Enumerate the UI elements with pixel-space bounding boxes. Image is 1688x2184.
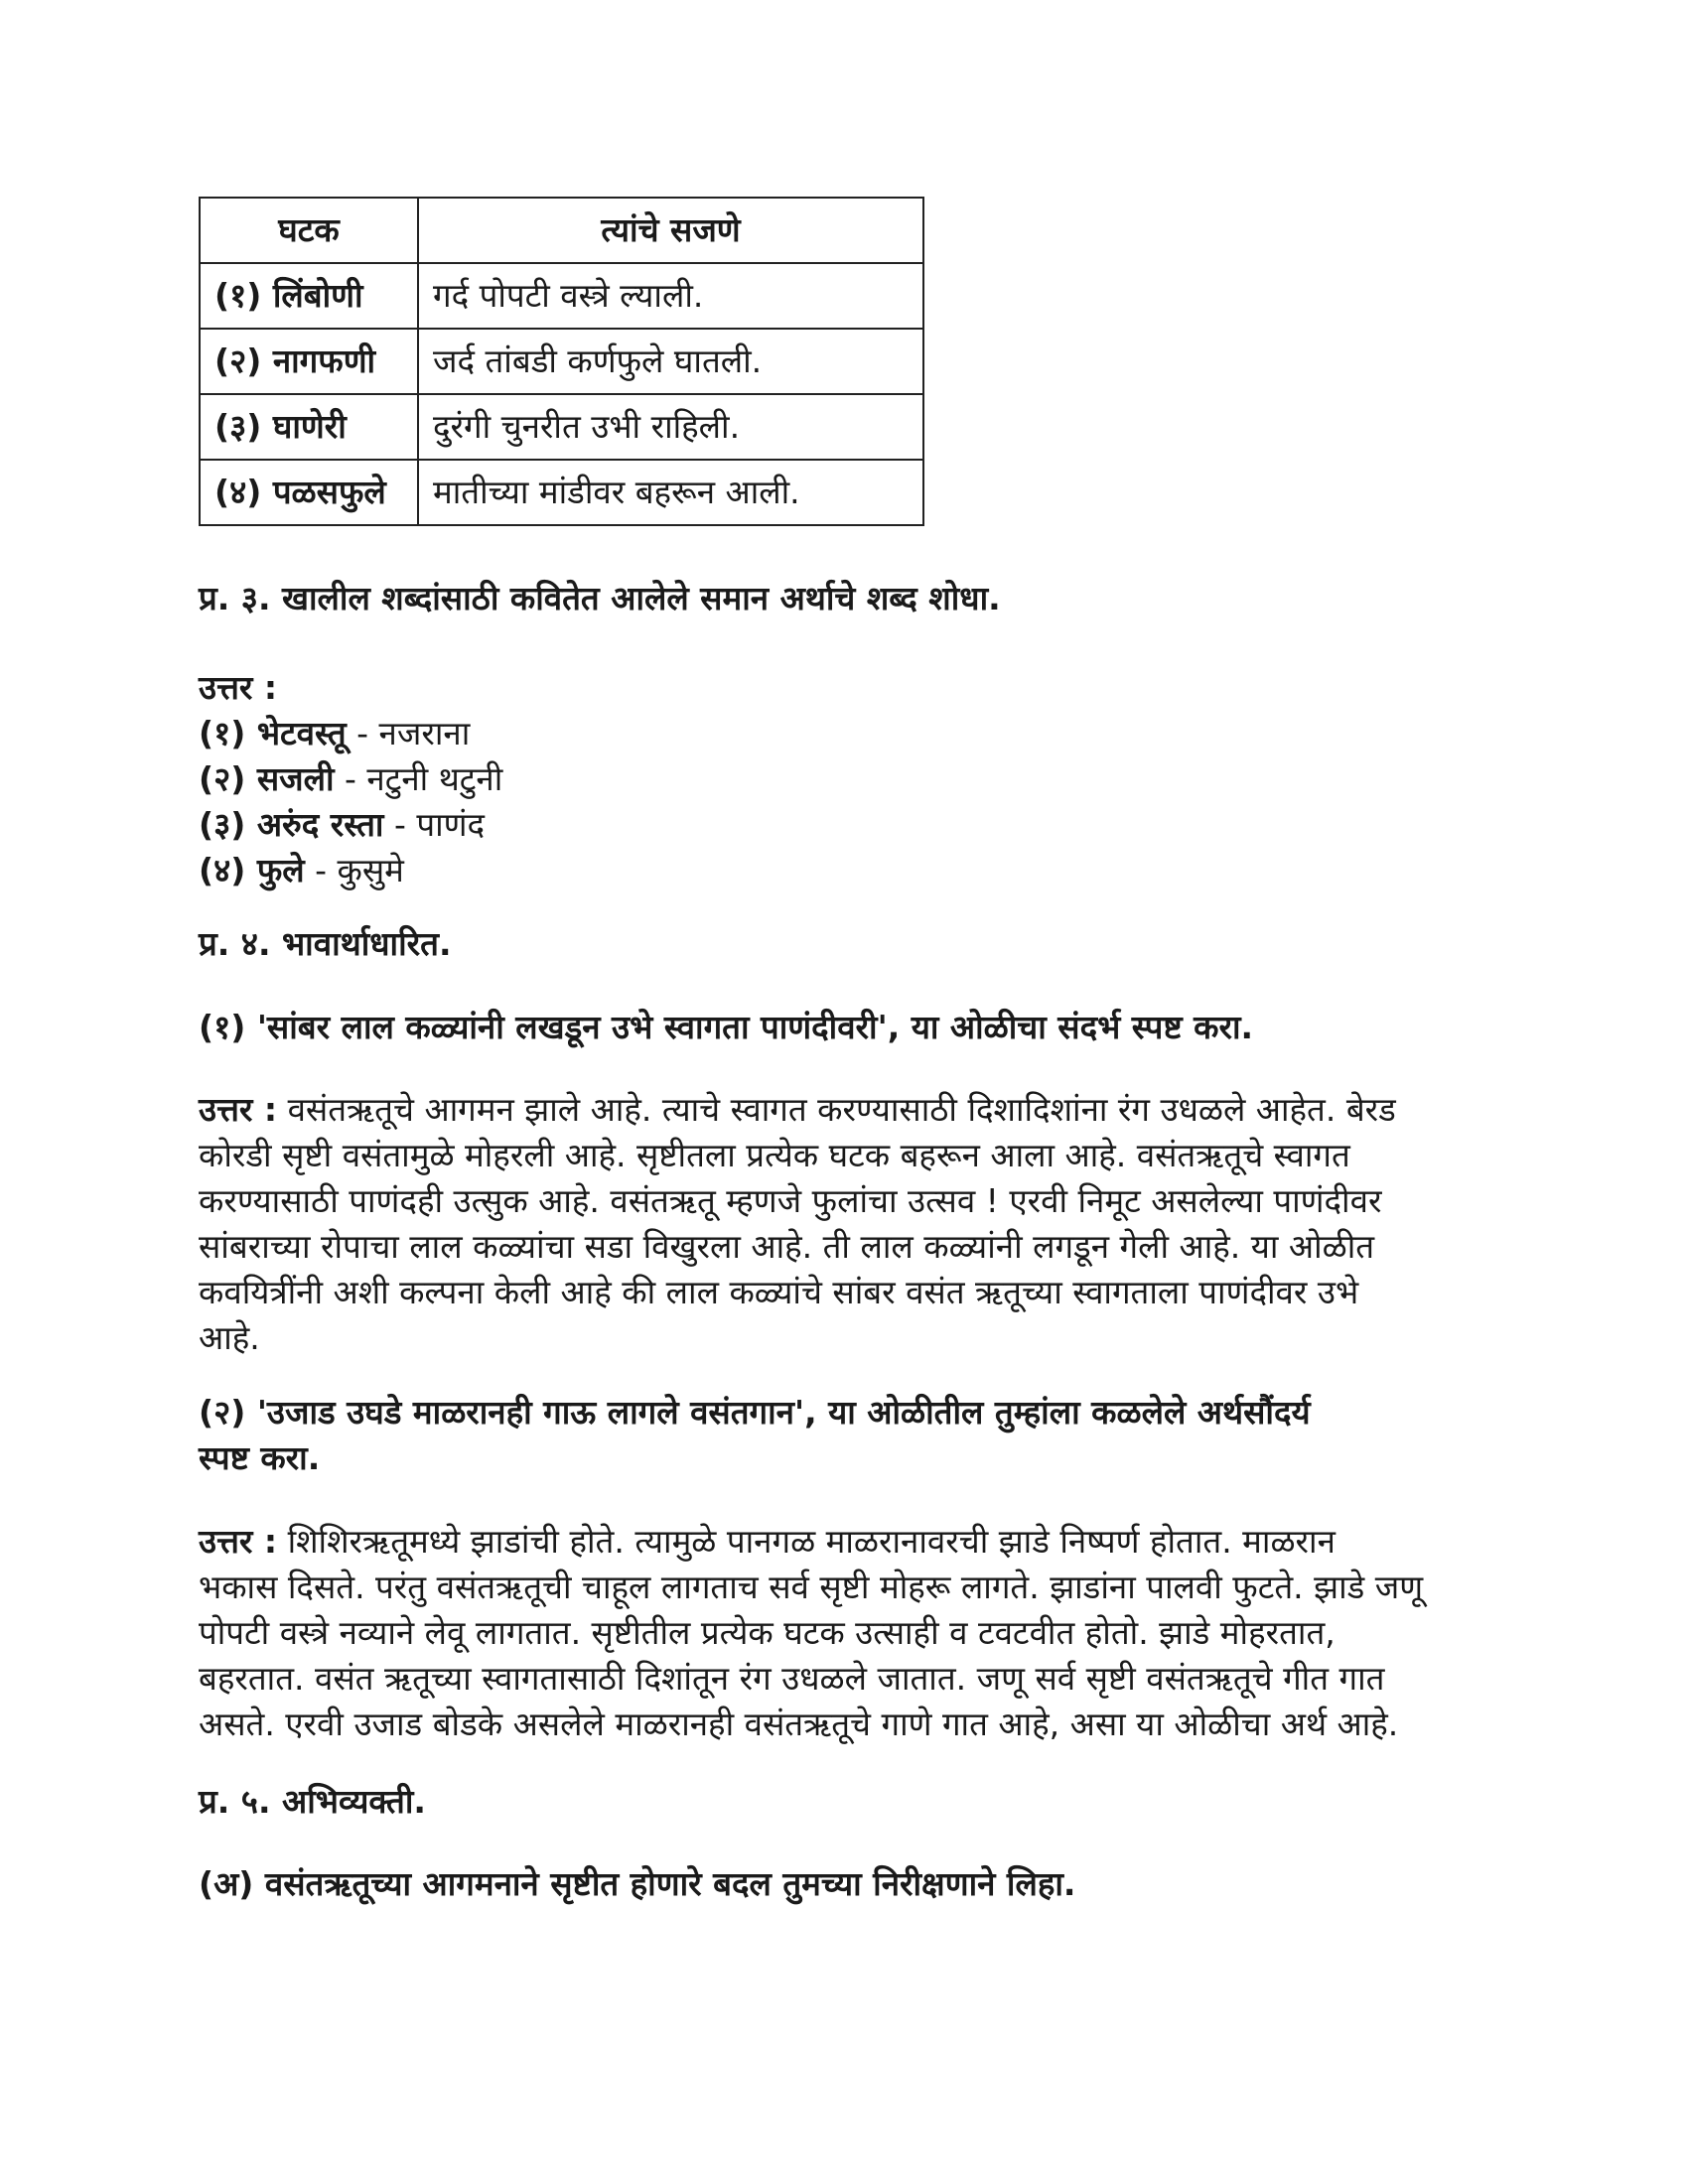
list-item (199, 802, 1489, 848)
q4-sub2-question (199, 1390, 1489, 1481)
answer-line: असते. एरवी उजाड बोडके असलेले माळरानही वसंतऋतूचे गाणे गात आहे, असा या ओळीचा अर्थ आहे. (199, 1705, 1399, 1743)
table-row (200, 263, 923, 329)
list-item (199, 848, 1489, 893)
table-cell-part: (४) पळसफुले (200, 460, 418, 525)
answer-label: उत्तर : (199, 1522, 278, 1561)
list-item (199, 756, 1489, 802)
table-cell-adornment: जर्द तांबडी कर्णफुले घातली. (418, 329, 923, 394)
answer-text: शिशिरऋतूमध्ये झाडांची होते. त्यामुळे पानगळ माळरानावरची झाडे निष्पर्ण होतात. माळरान (277, 1522, 1336, 1561)
answer-text: वसंतऋतूचे आगमन झाले आहे. त्याचे स्वागत करण्यासाठी दिशादिशांना रंग उधळले आहेत. बेरड (277, 1090, 1396, 1129)
answer-line: कवयित्रींनी अशी कल्पना केली आहे की लाल कळ्यांचे सांबर वसंत ऋतूच्या स्वागताला पाणंदीवर उभे (199, 1273, 1359, 1311)
q4-sub2-answer (199, 1519, 1489, 1747)
pair-meaning: - नटुनी थटुनी (334, 759, 503, 798)
answer-line: बहरतात. वसंत ऋतूच्या स्वागतासाठी दिशांतून रंग उधळले जातात. जणू सर्व सृष्टी वसंतऋतूचे गीत गात (199, 1659, 1385, 1698)
table-cell-part: (२) नागफणी (200, 329, 418, 394)
answer-line: आहे. (199, 1318, 260, 1357)
answer-label: उत्तर : (199, 1090, 278, 1129)
table-header-row (200, 198, 923, 263)
table-row (200, 329, 923, 394)
answer-line: कोरडी सृष्टी वसंतामुळे मोहरली आहे. सृष्टीतला प्रत्येक घटक बहरून आला आहे. वसंतऋतूचे स्वागत (199, 1136, 1350, 1174)
table-row (200, 394, 923, 460)
question-line: (२) 'उजाड उघडे माळरानही गाऊ लागले वसंतगान', या ओळीतील तुम्हांला कळलेले अर्थसौंदर्य (199, 1393, 1311, 1432)
answer-line (199, 1087, 1489, 1133)
answer-line: पोपटी वस्त्रे नव्याने लेवू लागतात. सृष्टीतील प्रत्येक घटक उत्साही व टवटवीत होतो. झाडे मोहरतात, (199, 1613, 1336, 1652)
parts-table (199, 197, 924, 526)
table-cell-adornment: गर्द पोपटी वस्त्रे ल्याली. (418, 263, 923, 329)
pair-word: (३) अरुंद रस्ता (199, 805, 384, 844)
table-row (200, 460, 923, 525)
q3-question: प्र. ३. खालील शब्दांसाठी कवितेत आलेले समान अर्थाचे शब्द शोधा. (199, 579, 1001, 617)
pair-word: (४) फुले (199, 851, 305, 889)
q4-sub1-answer (199, 1087, 1489, 1361)
answer-line: सांबराच्या रोपाचा लाल कळ्यांचा सडा विखुरला आहे. ती लाल कळ्यांनी लगडून गेली आहे. या ओळीत (199, 1227, 1375, 1266)
pair-word: (१) भेटवस्तू (199, 714, 347, 752)
question-line: स्पष्ट करा. (199, 1438, 321, 1477)
answer-line: भकास दिसते. परंतु वसंतऋतूची चाहूल लागताच सर्व सृष्टी मोहरू लागते. झाडांना पालवी फुटते. झाडे जणू (199, 1568, 1424, 1606)
table-header-part: घटक (200, 198, 418, 263)
table-cell-part: (१) लिंबोणी (200, 263, 418, 329)
answer-line: करण्यासाठी पाणंदही उत्सुक आहे. वसंतऋतू म्हणजे फुलांचा उत्सव ! एरवी निमूट असलेल्या पाणंदीवर (199, 1181, 1382, 1220)
q5-heading: प्र. ५. अभिव्यक्ती. (199, 1782, 426, 1821)
table-header-adornment: त्यांचे सजणे (418, 198, 923, 263)
answer-line (199, 1519, 1489, 1565)
q3-answer (199, 665, 1489, 893)
table-cell-adornment: मातीच्या मांडीवर बहरून आली. (418, 460, 923, 525)
pair-meaning: - नजराना (346, 714, 471, 752)
pair-meaning: - पाणंद (383, 805, 486, 844)
pair-word: (२) सजली (199, 759, 335, 798)
table-cell-adornment: दुरंगी चुनरीत उभी राहिली. (418, 394, 923, 460)
q3-answer-label: उत्तर : (199, 668, 278, 707)
q5-sub-a-question: (अ) वसंतऋतूच्या आगमनाने सृष्टीत होणारे बदल तुमच्या निरीक्षणाने लिहा. (199, 1864, 1076, 1903)
q4-heading: प्र. ४. भावार्थाधारित. (199, 924, 452, 963)
table-cell-part: (३) घाणेरी (200, 394, 418, 460)
q4-sub1-question: (१) 'सांबर लाल कळ्यांनी लखडून उभे स्वागता पाणंदीवरी', या ओळीचा संदर्भ स्पष्ट करा. (199, 1008, 1254, 1046)
list-item (199, 711, 1489, 756)
pair-meaning: - कुसुमे (304, 851, 404, 889)
